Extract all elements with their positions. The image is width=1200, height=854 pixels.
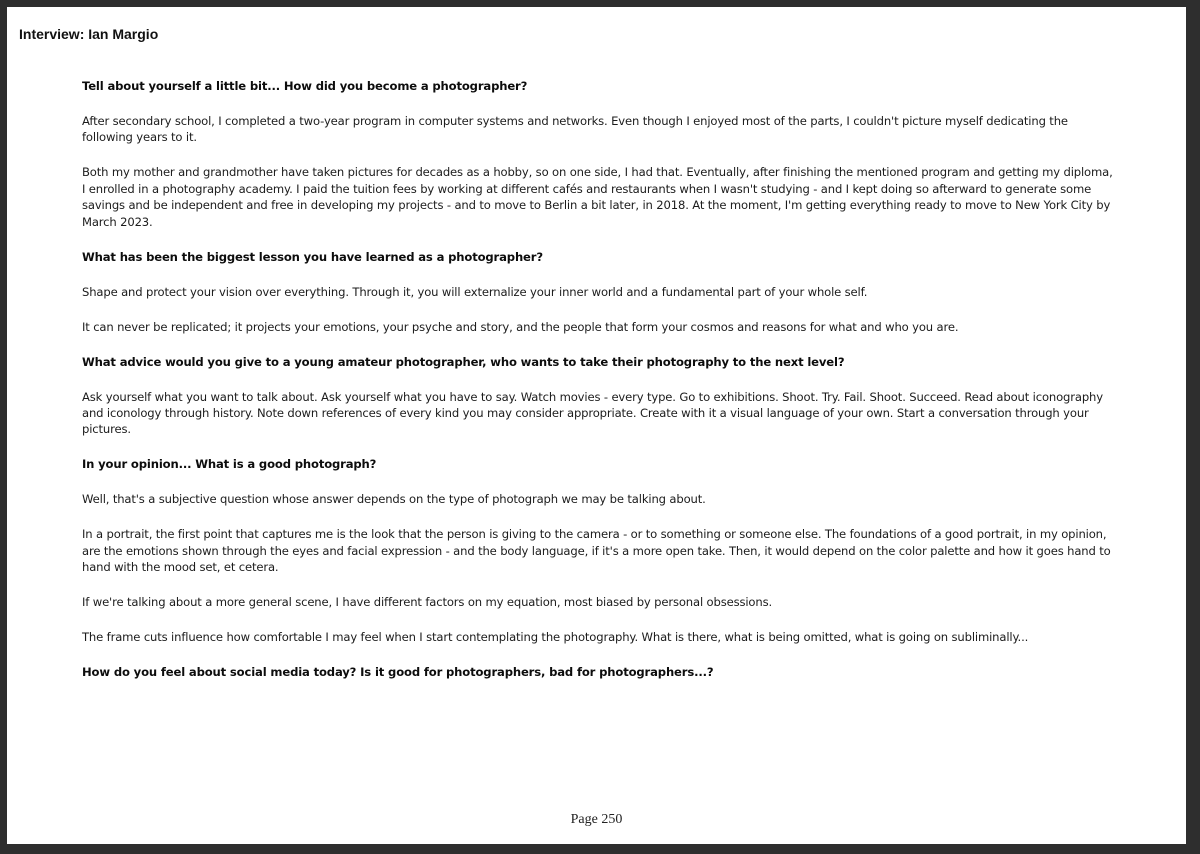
question-5: How do you feel about social media today? Is it good for photographers, bad for photographers...? [82, 665, 714, 680]
answer-paragraph: Both my mother and grandmother have taken pictures for decades as a hobby, so on one side, I had that. Eventually, after finishing the mentioned program and getting my diploma, I enrolled in a photography academy. I paid the tuition fees by working at different cafés and restaurants when I wasn't studying - and I kept doing so afterward to generate some savings and be independent and free in developing my projects - and to move to Berlin a bit later, in 2018. At the moment, I'm getting everything ready to move to New York City by March 2023. [82, 165, 1113, 229]
document-title: Interview: Ian Margio [19, 26, 159, 42]
answer-paragraph: After secondary school, I completed a two-year program in computer systems and networks. Even though I enjoyed most of the parts, I couldn't picture myself dedicating the following years to it. [82, 114, 1068, 145]
page-number: Page 250 [570, 812, 623, 827]
question-2: What has been the biggest lesson you have learned as a photographer? [82, 249, 543, 264]
answer-paragraph: The frame cuts influence how comfortable I may feel when I start contemplating the photography. What is there, what is being omitted, what is going on subliminally... [82, 630, 1029, 645]
question-3: What advice would you give to a young amateur photographer, who wants to take their photography to the next level? [82, 354, 845, 369]
answer-paragraph: Well, that's a subjective question whose answer depends on the type of photograph we may be talking about. [82, 492, 706, 507]
question-1: Tell about yourself a little bit... How did you become a photographer? [82, 79, 528, 93]
answer-paragraph: Ask yourself what you want to talk about. Ask yourself what you have to say. Watch movies - every type. Go to exhibitions. Shoot. Try. Fail. Shoot. Succeed. Read about iconography and iconology through history. Note down references of every kind you may consider appropriate. Create with it a visual language of your own. Start a conversation through your pictures. [82, 389, 1103, 437]
question-4: In your opinion... What is a good photograph? [82, 457, 377, 472]
answer-paragraph: If we're talking about a more general scene, I have different factors on my equation, most biased by personal obsessions. [82, 595, 772, 610]
answer-paragraph: In a portrait, the first point that captures me is the look that the person is giving to the camera - or to something or someone else. The foundations of a good portrait, in my opinion, are the emotions shown through the eyes and facial expression - and the body language, if it's a more open take. Then, it would depend on the color palette and how it goes hand to hand with the mood set, et cetera. [82, 527, 1111, 575]
interview-body [82, 78, 1117, 699]
answer-paragraph: Shape and protect your vision over everything. Through it, you will externalize your inner world and a fundamental part of your whole self. [82, 284, 868, 299]
document-page [7, 7, 1186, 844]
answer-paragraph: It can never be replicated; it projects your emotions, your psyche and story, and the people that form your cosmos and reasons for what and who you are. [82, 319, 959, 334]
